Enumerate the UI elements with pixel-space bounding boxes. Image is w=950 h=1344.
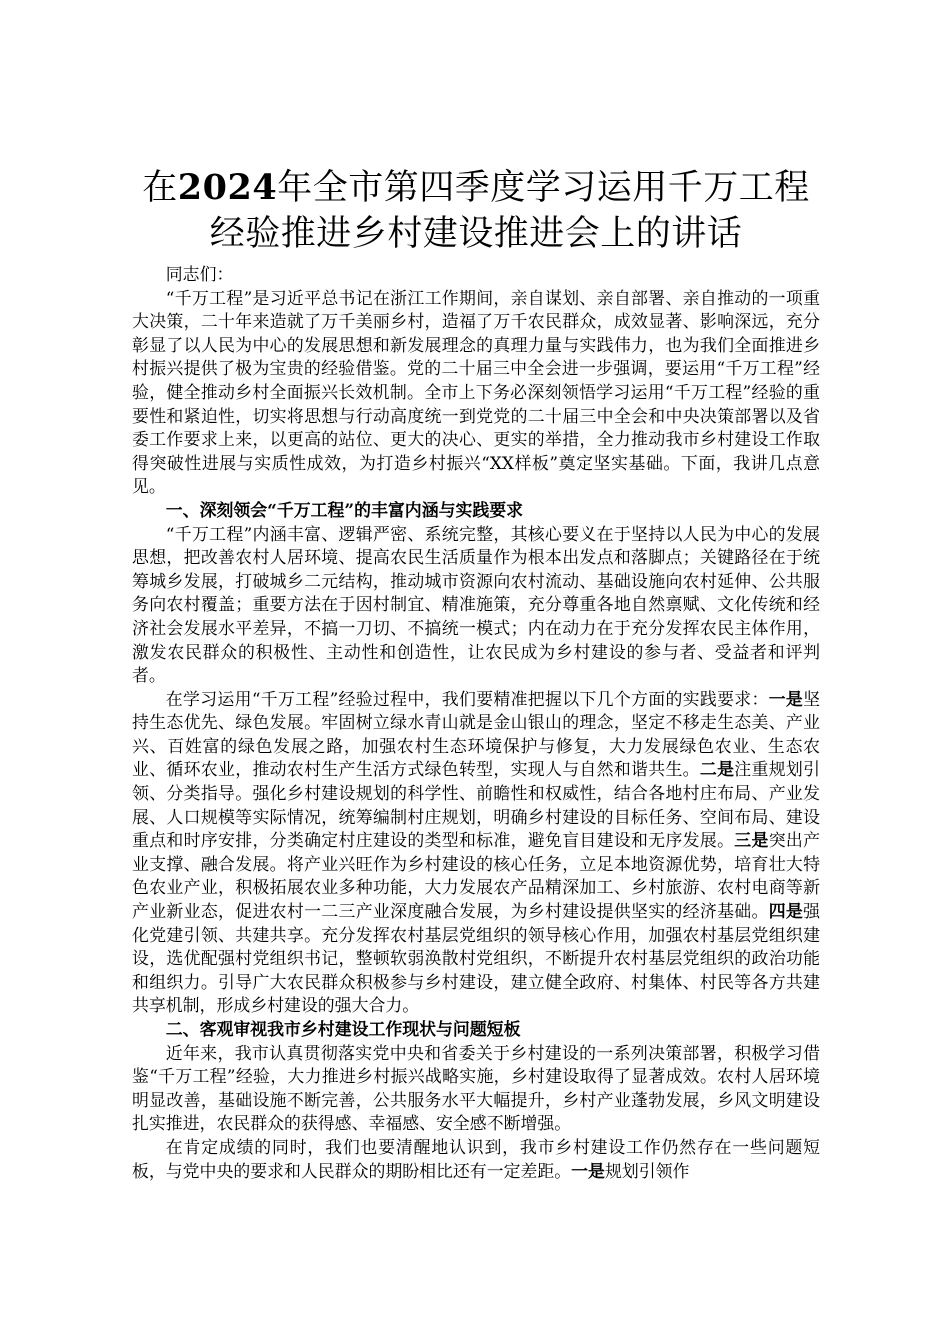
- section1-paragraph-2: [132, 688, 820, 1018]
- salutation: 同志们：: [165, 264, 234, 284]
- document-body: [132, 263, 820, 1183]
- point-text-1: 坚持生态优先、绿色发展。牢固树立绿水青山就是金山银山的理念，坚定不移走生态美、产业兴、百姓富的绿色发展之路，加强农村生态环境保护与修复，大力发展绿色农业、生态农业、循环农业，推动农村生产生活方式绿色转型，实现人与自然和谐共生。: [132, 688, 820, 780]
- intro-paragraph: “千万工程”是习近平总书记在浙江工作期间，亲自谋划、亲自部署、亲自推动的一项重大决策，二十年来造就了万千美丽乡村，造福了万千农民群众，成效显著、影响深远，充分彰显了以人民为中心的发展思想和新发展理念的真理力量与实践伟力，也为我们全面推进乡村振兴提供了极为宝贵的经验借鉴。党的二十届三中全会进一步强调，要运用“千万工程”经验，健全推动乡村全面振兴长效机制。全市上下务必深刻领悟学习运用“千万工程”经验的重要性和紧迫性，切实将思想与行动高度统一到党党的二十届三中全会和中央决策部署以及省委工作要求上来，以更高的站位、更大的决心、更实的举措，全力推动我市乡村建设工作取得突破性进展与实质性成效，为打造乡村振兴“XX样板”奠定坚实基础。下面，我讲几点意见。: [132, 287, 820, 497]
- section2-paragraph-1: 近年来，我市认真贯彻落实党中央和省委关于乡村建设的一系列决策部署，积极学习借鉴“千万工程”经验，大力推进乡村振兴战略实施，乡村建设取得了显著成效。农村人居环境明显改善，基础设施不断完善，公共服务水平大幅提升，乡村产业蓬勃发展，乡风文明建设扎实推进，农民群众的获得感、幸福感、安全感不断增强。: [132, 1042, 820, 1134]
- section-heading-1: 一、深刻领会“千万工程”的丰富内涵与实践要求: [165, 499, 524, 520]
- point-text-4: 强化党建引领、共建共享。充分发挥农村基层党组织的领导核心作用，加强农村基层党组织建设，选优配强村党组织书记，整顿软弱涣散村党组织，不断提升农村基层党组织的政治功能和组织力。引导广大农民群众积极参与乡村建设，建立健全政府、村集体、村民等各方共建共享机制，形成乡村建设的强大合力。: [132, 901, 821, 1016]
- title-prefix: 在: [142, 168, 178, 208]
- document-title: [132, 165, 820, 257]
- title-year: 2024: [177, 167, 278, 208]
- point-keyword-3: 三是: [734, 830, 769, 851]
- document-page: [132, 165, 820, 1183]
- section2-paragraph-2: [132, 1136, 820, 1183]
- point-text-1: 规划引领作: [604, 1160, 690, 1181]
- section1-paragraph-1: “千万工程”内涵丰富、逻辑严密、系统完整，其核心要义在于坚持以人民为中心的发展思想，把改善农村人居环境、提高农民生活质量作为根本出发点和落脚点；关键路径在于统筹城乡发展，打破城乡二元结构，推动城市资源向农村流动、基础设施向农村延伸、公共服务向农村覆盖；重要方法在于因村制宜、精准施策，充分尊重各地自然禀赋、文化传统和经济社会发展水平差异，不搞一刀切、不搞统一模式；内在动力在于充分发挥农民主体作用，激发农民群众的积极性、主动性和创造性，让农民成为乡村建设的参与者、受益者和评判者。: [132, 523, 820, 686]
- point-text-3: 突出产业支撑、融合发展。将产业兴旺作为乡村建设的核心任务，立足本地资源优势，培育壮大特色农业产业，积极拓展农业多种功能，大力发展农产品精深加工、乡村旅游、农村电商等新产业新业态，促进农村一二三产业深度融合发展，为乡村建设提供坚实的经济基础。: [132, 830, 821, 922]
- point-keyword-1: 一是: [571, 1160, 605, 1181]
- title-suffix: 年全市第四季度学习运用千万工程经验推进乡村建设推进会上的讲话: [209, 168, 810, 254]
- section-heading-2: 二、客观审视我市乡村建设工作现状与问题短板: [165, 1019, 521, 1039]
- paragraph-lead: 在学习运用“千万工程”经验过程中，我们要精准把握以下几个方面的实践要求：: [165, 688, 769, 709]
- paragraph-lead: 在肯定成绩的同时，我们也要清醒地认识到，我市乡村建设工作仍然存在一些问题短板，与党中央的要求和人民群众的期盼相比还有一定差距。: [132, 1136, 820, 1181]
- point-keyword-2: 二是: [699, 759, 735, 780]
- point-text-2: 注重规划引领、分类指导。强化乡村建设规划的科学性、前瞻性和权威性，结合各地村庄布局、产业发展、人口规模等实际情况，统筹编制村庄规划，明确乡村建设的目标任务、空间布局、建设重点和时序安排，分类确定村庄建设的类型和标准，避免盲目建设和无序发展。: [132, 759, 821, 851]
- point-keyword-1: 一是: [768, 688, 804, 709]
- point-keyword-4: 四是: [768, 901, 804, 922]
